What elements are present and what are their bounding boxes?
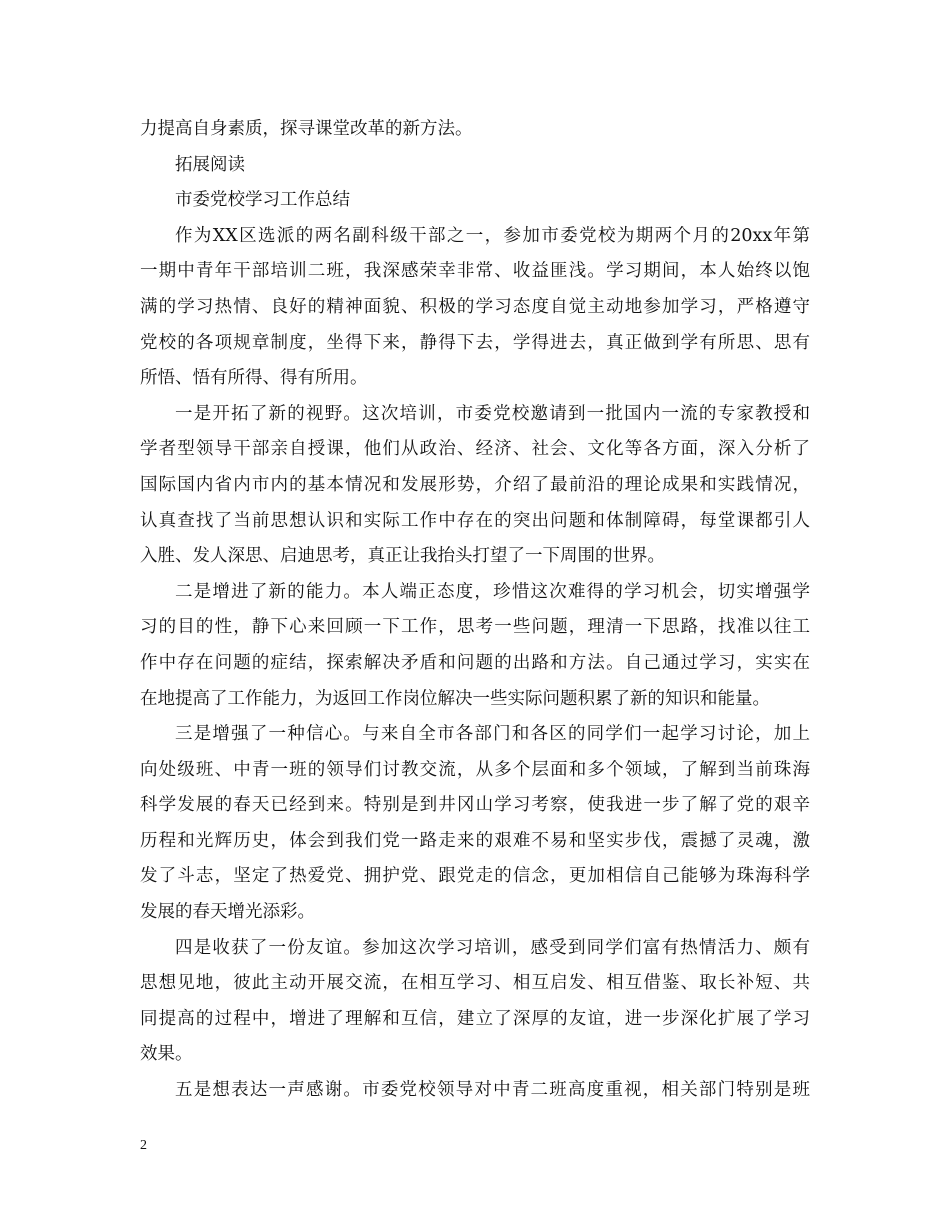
article-title: 市委党校学习工作总结 xyxy=(175,190,350,211)
paragraph-4-line: 发了斗志，坚定了热爱党、拥护党、跟党走的信念，更加相信自己能够为珠海科学 xyxy=(140,866,810,887)
continuation-line: 力提高自身素质，探寻课堂改革的新方法。 xyxy=(140,119,473,139)
document-body xyxy=(140,112,810,1109)
paragraph-5-line: 效果。 xyxy=(140,1044,193,1065)
paragraph-4-line: 科学发展的春天已经到来。特别是到井冈山学习考察，使我进一步了解了党的艰辛 xyxy=(140,795,810,816)
paragraph-3-line: 在地提高了工作能力，为返回工作岗位解决一些实际问题积累了新的知识和能量。 xyxy=(140,688,770,709)
paragraph-1-line: 作为XX区选派的两名副科级干部之一，参加市委党校为期两个月的20xx年第 xyxy=(175,225,810,246)
paragraph-3-line: 二是增进了新的能力。本人端正态度，珍惜这次难得的学习机会，切实增强学 xyxy=(175,581,810,602)
paragraph-4-line: 发展的春天增光添彩。 xyxy=(140,902,315,923)
paragraph-1-line: 党校的各项规章制度，坐得下来，静得下去，学得进去，真正做到学有所思、思有 xyxy=(140,332,810,353)
paragraph-list xyxy=(140,219,810,1109)
paragraph-4-line: 向处级班、中青一班的领导们讨教交流，从多个层面和多个领域，了解到当前珠海 xyxy=(140,759,810,780)
paragraph-2-line: 入胜、发人深思、启迪思考，真正让我抬头打望了一下周围的世界。 xyxy=(140,546,665,567)
paragraph-2-line: 学者型领导干部亲自授课，他们从政治、经济、社会、文化等各方面，深入分析了 xyxy=(140,439,810,460)
paragraph-5-line: 思想见地，彼此主动开展交流，在相互学习、相互启发、相互借鉴、取长补短、共 xyxy=(140,973,810,994)
paragraph-1-line: 满的学习热情、良好的精神面貌、积极的学习态度自觉主动地参加学习，严格遵守 xyxy=(140,296,810,317)
paragraph-5-line: 四是收获了一份友谊。参加这次学习培训，感受到同学们富有热情活力、颇有 xyxy=(175,937,810,958)
page-number: 2 xyxy=(140,1138,147,1153)
extended-reading-label: 拓展阅读 xyxy=(175,154,245,175)
paragraph-1-line: 一期中青年干部培训二班，我深感荣幸非常、收益匪浅。学习期间，本人始终以饱 xyxy=(140,261,810,282)
paragraph-4-line: 历程和光辉历史，体会到我们党一路走来的艰难不易和坚实步伐，震撼了灵魂，激 xyxy=(140,830,810,851)
paragraph-2-line: 认真查找了当前思想认识和实际工作中存在的突出问题和体制障碍，每堂课都引人 xyxy=(140,510,810,531)
paragraph-2-line: 一是开拓了新的视野。这次培训，市委党校邀请到一批国内一流的专家教授和 xyxy=(175,403,810,424)
paragraph-3-line: 作中存在问题的症结，探索解决矛盾和问题的出路和方法。自己通过学习，实实在 xyxy=(140,652,810,673)
paragraph-5-line: 同提高的过程中，增进了理解和互信，建立了深厚的友谊，进一步深化扩展了学习 xyxy=(140,1008,810,1029)
paragraph-4-line: 三是增强了一种信心。与来自全市各部门和各区的同学们一起学习讨论，加上 xyxy=(175,724,810,745)
paragraph-2-line: 国际国内省内市内的基本情况和发展形势，介绍了最前沿的理论成果和实践情况， xyxy=(140,474,810,495)
paragraph-6-line: 五是想表达一声感谢。市委党校领导对中青二班高度重视，相关部门特别是班 xyxy=(175,1080,810,1101)
paragraph-1-line: 所悟、悟有所得、得有所用。 xyxy=(140,368,368,389)
paragraph-3-line: 习的目的性，静下心来回顾一下工作，思考一些问题，理清一下思路，找准以往工 xyxy=(140,617,810,638)
